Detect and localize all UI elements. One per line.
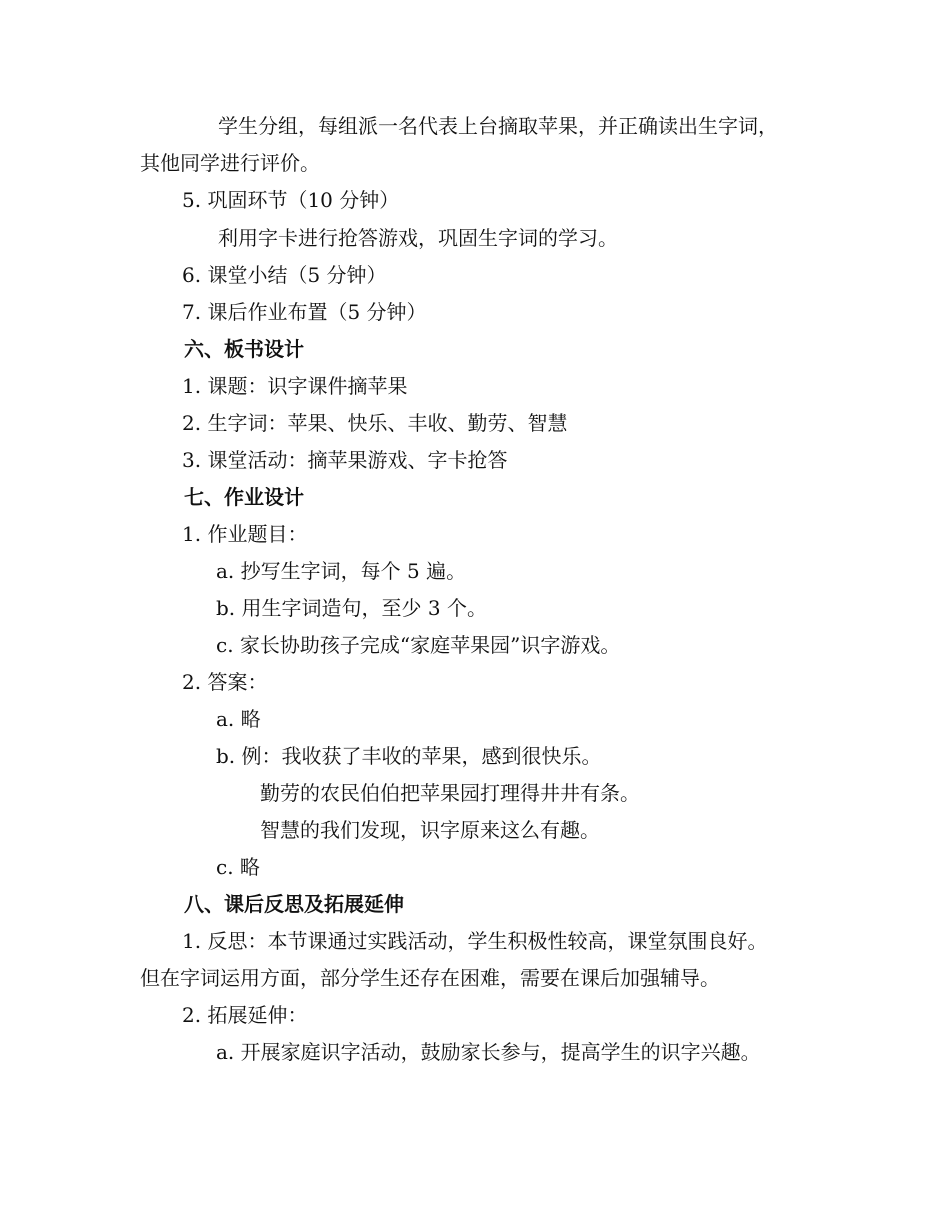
section-heading: 六、板书设计 xyxy=(184,337,304,361)
list-item-continuation: 但在字词运用方面，部分学生还存在困难，需要在课后加强辅导。 xyxy=(140,966,720,990)
sub-list-item: c. 家长协助孩子完成“家庭苹果园”识字游戏。 xyxy=(216,633,621,657)
sub-list-item-continuation: 勤劳的农民伯伯把苹果园打理得井井有条。 xyxy=(260,781,640,805)
sub-list-item-continuation: 智慧的我们发现，识字原来这么有趣。 xyxy=(260,818,600,842)
sub-list-item: a. 开展家庭识字活动，鼓励家长参与，提高学生的识字兴趣。 xyxy=(216,1040,761,1064)
list-item-body: 利用字卡进行抢答游戏，巩固生字词的学习。 xyxy=(218,226,618,250)
sub-list-item: a. 略 xyxy=(216,707,261,731)
paragraph-line: 其他同学进行评价。 xyxy=(140,151,320,175)
list-item: 1. 作业题目： xyxy=(182,522,308,546)
list-item: 2. 拓展延伸： xyxy=(182,1003,308,1027)
list-item: 1. 反思：本节课通过实践活动，学生积极性较高，课堂氛围良好。 xyxy=(182,929,768,953)
list-item: 2. 答案： xyxy=(182,670,268,694)
list-item: 5. 巩固环节（10 分钟） xyxy=(182,188,400,212)
list-item: 6. 课堂小结（5 分钟） xyxy=(182,263,387,287)
paragraph-line: 学生分组，每组派一名代表上台摘取苹果，并正确读出生字词， xyxy=(218,114,778,138)
section-heading: 七、作业设计 xyxy=(184,485,304,509)
sub-list-item: a. 抄写生字词，每个 5 遍。 xyxy=(216,559,467,583)
section-heading: 八、课后反思及拓展延伸 xyxy=(184,892,404,916)
sub-list-item: b. 例：我收获了丰收的苹果，感到很快乐。 xyxy=(216,744,602,768)
list-item: 3. 课堂活动：摘苹果游戏、字卡抢答 xyxy=(182,448,508,472)
sub-list-item: b. 用生字词造句，至少 3 个。 xyxy=(216,596,487,620)
list-item: 2. 生字词：苹果、快乐、丰收、勤劳、智慧 xyxy=(182,411,568,435)
sub-list-item: c. 略 xyxy=(216,855,260,879)
list-item: 7. 课后作业布置（5 分钟） xyxy=(182,300,427,324)
list-item: 1. 课题：识字课件摘苹果 xyxy=(182,374,408,398)
